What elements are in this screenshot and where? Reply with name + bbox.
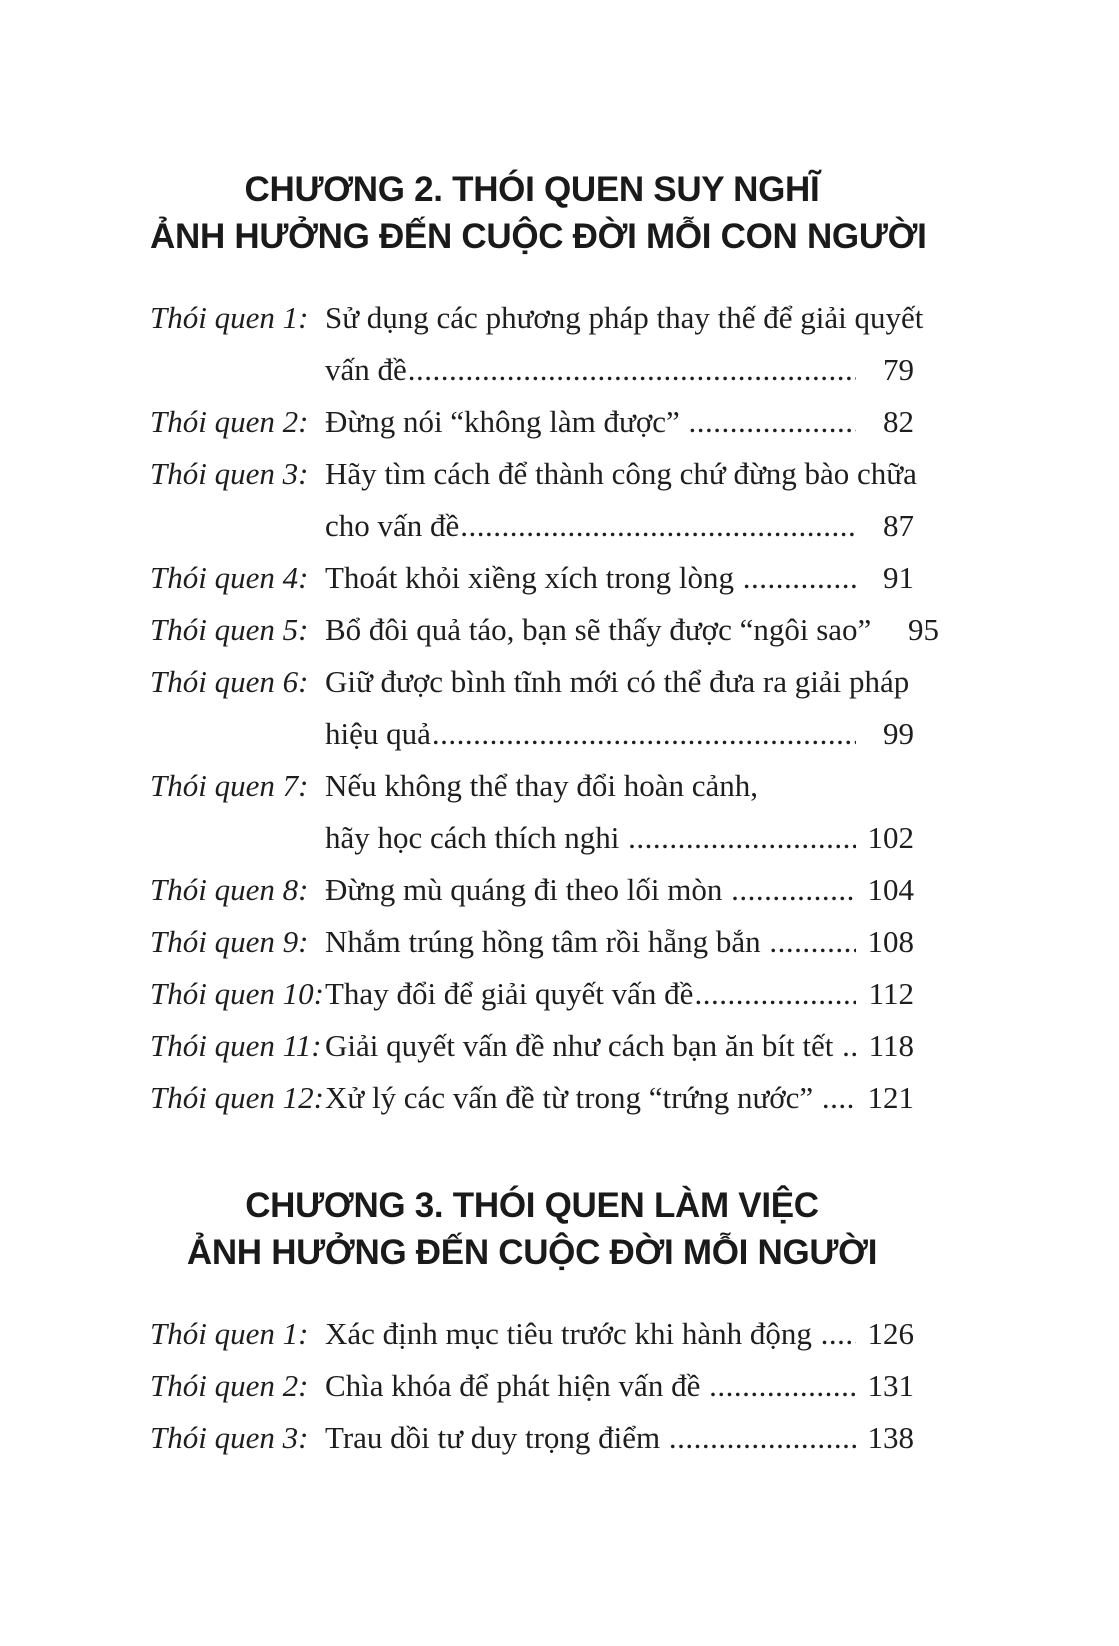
toc-entry-last-line	[325, 708, 914, 760]
toc-entry-text: Sử dụng các phương pháp thay thế để giải quyết	[325, 300, 924, 335]
toc-entry-body	[325, 1072, 914, 1124]
toc-entry	[150, 1360, 914, 1412]
toc-entry-label: Thói quen 3:	[150, 456, 309, 491]
toc-entry-last-line	[325, 1308, 914, 1360]
toc-entry-body	[325, 604, 940, 656]
toc-entry-text: Thoát khỏi xiềng xích trong lòng	[325, 560, 742, 595]
dot-leader	[693, 968, 856, 1020]
toc-entry	[150, 396, 914, 448]
page-number: 112	[868, 976, 914, 1011]
toc-entry-label: Thói quen 12:	[150, 1080, 324, 1115]
toc-entry	[150, 1072, 914, 1124]
page-number: 108	[867, 924, 914, 959]
toc-entry-text: Nhắm trúng hồng tâm rồi hẵng bắn	[325, 924, 769, 959]
toc-entry-label: Thói quen 8:	[150, 872, 309, 907]
toc-entry-text: hãy học cách thích nghi	[325, 820, 628, 855]
dot-leader	[821, 1072, 856, 1124]
page-number: 138	[867, 1420, 914, 1455]
toc-entry-last-line	[325, 812, 914, 864]
page-number: 131	[867, 1368, 914, 1403]
toc-entry-text: Thay đổi để giải quyết vấn đề	[325, 976, 694, 1011]
toc-entry-body	[325, 656, 914, 760]
toc-entry-last-line	[325, 1412, 914, 1464]
toc-entry-last-line	[325, 1072, 914, 1124]
toc-entry-body	[325, 916, 914, 968]
chapter-3-toc-list	[150, 1308, 914, 1464]
toc-entry-text: Trau dồi tư duy trọng điểm	[325, 1420, 668, 1455]
toc-entry-text: Chìa khóa để phát hiện vấn đề	[325, 1368, 709, 1403]
toc-entry	[150, 552, 914, 604]
toc-entry-label: Thói quen 5:	[150, 612, 309, 647]
toc-entry-body	[325, 1412, 914, 1464]
toc-entry	[150, 1020, 914, 1072]
page-number: 104	[867, 872, 914, 907]
toc-entry-last-line	[325, 552, 914, 604]
toc-entry-text: Nếu không thể thay đổi hoàn cảnh,	[325, 768, 759, 803]
toc-entry-text: Đừng mù quáng đi theo lối mòn	[325, 872, 731, 907]
toc-entry-body	[325, 396, 914, 448]
toc-entry-label: Thói quen 11:	[150, 1028, 322, 1063]
dot-leader	[668, 1412, 856, 1464]
dot-leader	[768, 916, 856, 968]
page-number: 126	[867, 1316, 914, 1351]
toc-entry-last-line	[325, 1360, 914, 1412]
toc-entry-last-line	[325, 604, 940, 656]
dot-leader	[730, 864, 856, 916]
toc-entry-label: Thói quen 9:	[150, 924, 309, 959]
page-number: 82	[883, 404, 914, 439]
toc-entry-label: Thói quen 10:	[150, 976, 324, 1011]
toc-entry-text: cho vấn đề	[325, 508, 460, 543]
toc-entry-body	[325, 1308, 914, 1360]
chapter-2-heading	[150, 166, 927, 260]
toc-entry	[150, 864, 914, 916]
dot-leader	[688, 396, 856, 448]
toc-entry-label: Thói quen 4:	[150, 560, 309, 595]
toc-entry-text: vấn đề	[325, 352, 407, 387]
page-number: 102	[867, 820, 914, 855]
chapter-2-section	[150, 166, 940, 1124]
toc-entry	[150, 292, 924, 396]
toc-entry-last-line	[325, 396, 914, 448]
toc-entry-text: Giải quyết vấn đề như cách bạn ăn bít tết	[325, 1028, 842, 1063]
dot-leader	[407, 344, 856, 396]
chapter-2-toc-list	[150, 292, 940, 1124]
toc-entry-body	[325, 760, 914, 864]
toc-entry-body	[325, 552, 914, 604]
dot-leader	[431, 708, 856, 760]
page-number: 87	[883, 508, 914, 543]
toc-entry-body	[325, 864, 914, 916]
chapter-3-heading	[150, 1182, 914, 1276]
toc-entry	[150, 1412, 914, 1464]
toc-entry	[150, 656, 914, 760]
toc-entry	[150, 604, 940, 656]
toc-entry-text: Hãy tìm cách để thành công chứ đừng bào chữa	[325, 456, 917, 491]
toc-entry-body	[325, 1020, 914, 1072]
toc-entry	[150, 968, 914, 1020]
toc-entry-text: Bổ đôi quả táo, bạn sẽ thấy được “ngôi sao”	[325, 612, 880, 647]
toc-entry	[150, 916, 914, 968]
toc-entry-label: Thói quen 7:	[150, 768, 309, 803]
toc-entry-text: Giữ được bình tĩnh mới có thể đưa ra giải pháp	[325, 664, 910, 699]
toc-entry-last-line	[325, 916, 914, 968]
page-number: 99	[883, 716, 914, 751]
page-number: 118	[868, 1028, 914, 1063]
toc-entry-label: Thói quen 2:	[150, 404, 309, 439]
toc-entry-body	[325, 292, 924, 396]
chapter-heading-line-1: CHƯƠNG 2. THÓI QUEN SUY NGHĨ	[244, 170, 820, 209]
toc-entry-body	[325, 448, 917, 552]
toc-entry-last-line	[325, 864, 914, 916]
toc-entry-label: Thói quen 1:	[150, 300, 309, 335]
page-number: 121	[867, 1080, 914, 1115]
toc-entry-text: hiệu quả	[325, 716, 431, 751]
toc-entry	[150, 448, 917, 552]
chapter-3-section	[150, 1182, 914, 1464]
toc-entry	[150, 760, 914, 864]
toc-entry-body	[325, 968, 914, 1020]
page-number: 91	[883, 560, 914, 595]
dot-leader	[459, 500, 856, 552]
toc-entry-last-line	[325, 1020, 914, 1072]
toc-entry-label: Thói quen 3:	[150, 1420, 309, 1455]
toc-entry-body	[325, 1360, 914, 1412]
dot-leader	[841, 1020, 856, 1072]
chapter-heading-line-2: ẢNH HƯỞNG ĐẾN CUỘC ĐỜI MỖI NGƯỜI	[186, 1233, 878, 1272]
page-number: 95	[908, 612, 940, 647]
chapter-heading-line-2: ẢNH HƯỞNG ĐẾN CUỘC ĐỜI MỖI CON NGƯỜI	[150, 217, 927, 256]
toc-entry-text: Xác định mục tiêu trước khi hành động	[325, 1316, 820, 1351]
dot-leader	[742, 552, 856, 604]
dot-leader	[627, 812, 856, 864]
toc-entry-label: Thói quen 6:	[150, 664, 309, 699]
toc-entry-last-line	[325, 344, 914, 396]
toc-entry	[150, 1308, 914, 1360]
toc-entry-last-line	[325, 500, 914, 552]
toc-entry-label: Thói quen 2:	[150, 1368, 309, 1403]
dot-leader	[708, 1360, 856, 1412]
toc-entry-text: Đừng nói “không làm được”	[325, 404, 688, 439]
page-number: 79	[883, 352, 914, 387]
toc-entry-last-line	[325, 968, 914, 1020]
dot-leader	[820, 1308, 856, 1360]
toc-entry-text: Xử lý các vấn đề từ trong “trứng nước”	[325, 1080, 821, 1115]
toc-entry-label: Thói quen 1:	[150, 1316, 309, 1351]
chapter-heading-line-1: CHƯƠNG 3. THÓI QUEN LÀM VIỆC	[245, 1186, 819, 1225]
